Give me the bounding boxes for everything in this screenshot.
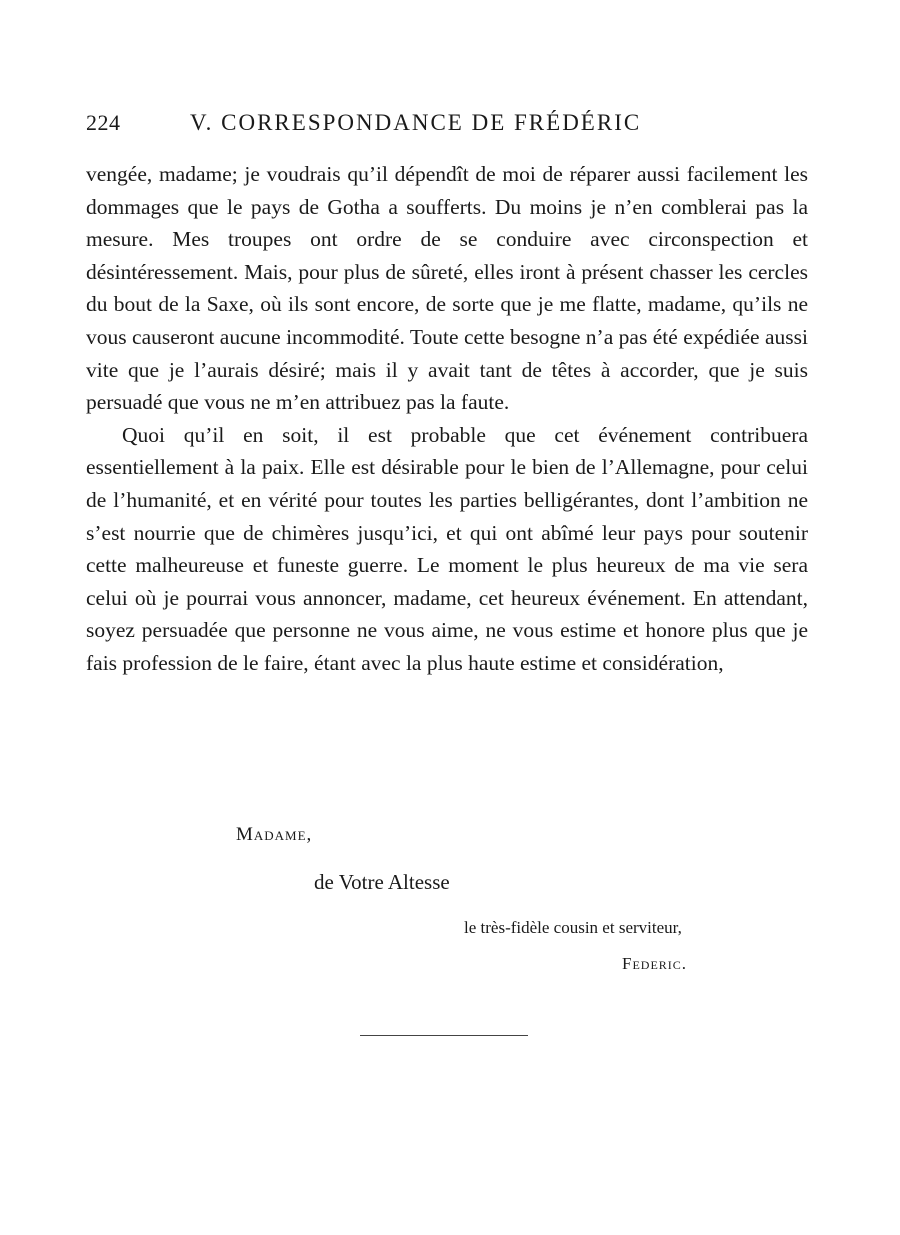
paragraph: Quoi qu’il en soit, il est probable que cet événement contribuera essentiellement à la paix. Elle est désirable pour le bien de l’Allemagne, pour celui de l’humanité, et en vérité pour toutes les parties belligérantes, dont l’ambition ne s’est nourrie que de chimères jusqu’ici, et qui ont abîmé leur pays pour soutenir cette malheureuse et funeste guerre. Le moment le plus heureux de ma vie sera celui où je pourrai vous annoncer, madame, cet heureux événement. En attendant, soyez persuadée que personne ne vous aime, ne vous estime et honore plus que je fais profession de le faire, étant avec la plus haute estime et considération, <box>86 422 808 675</box>
page-number: 224 <box>86 110 121 135</box>
closing-servant-line: le très-fidèle cousin et serviteur, <box>464 918 682 937</box>
running-title: V. CORRESPONDANCE DE FRÉDÉRIC <box>190 110 642 135</box>
signature: Federic. <box>622 954 688 973</box>
running-head <box>86 110 726 146</box>
closing-salutation: Madame, <box>236 824 313 845</box>
letter-body <box>86 158 808 680</box>
paragraph-continued: vengée, madame; je voudrais qu’il dépendît de moi de réparer aussi facilement les dommages que le pays de Gotha a soufferts. Du moins je n’en comblerai pas la mesure. Mes troupes ont ordre de se conduire avec circonspection et désintéressement. Mais, pour plus de sûreté, elles iront à présent chasser les cercles du bout de la Saxe, où ils sont encore, de sorte que je me flatte, madame, qu’ils ne vous causeront aucune incommodité. Toute cette besogne n’a pas été expédiée aussi vite que je l’aurais désiré; mais il y avait tant de têtes à accorder, que je suis persuadé que vous ne m’en attribuez pas la faute. <box>86 162 808 415</box>
closing-line: de Votre Altesse <box>314 870 450 894</box>
end-rule-divider <box>360 1035 528 1036</box>
